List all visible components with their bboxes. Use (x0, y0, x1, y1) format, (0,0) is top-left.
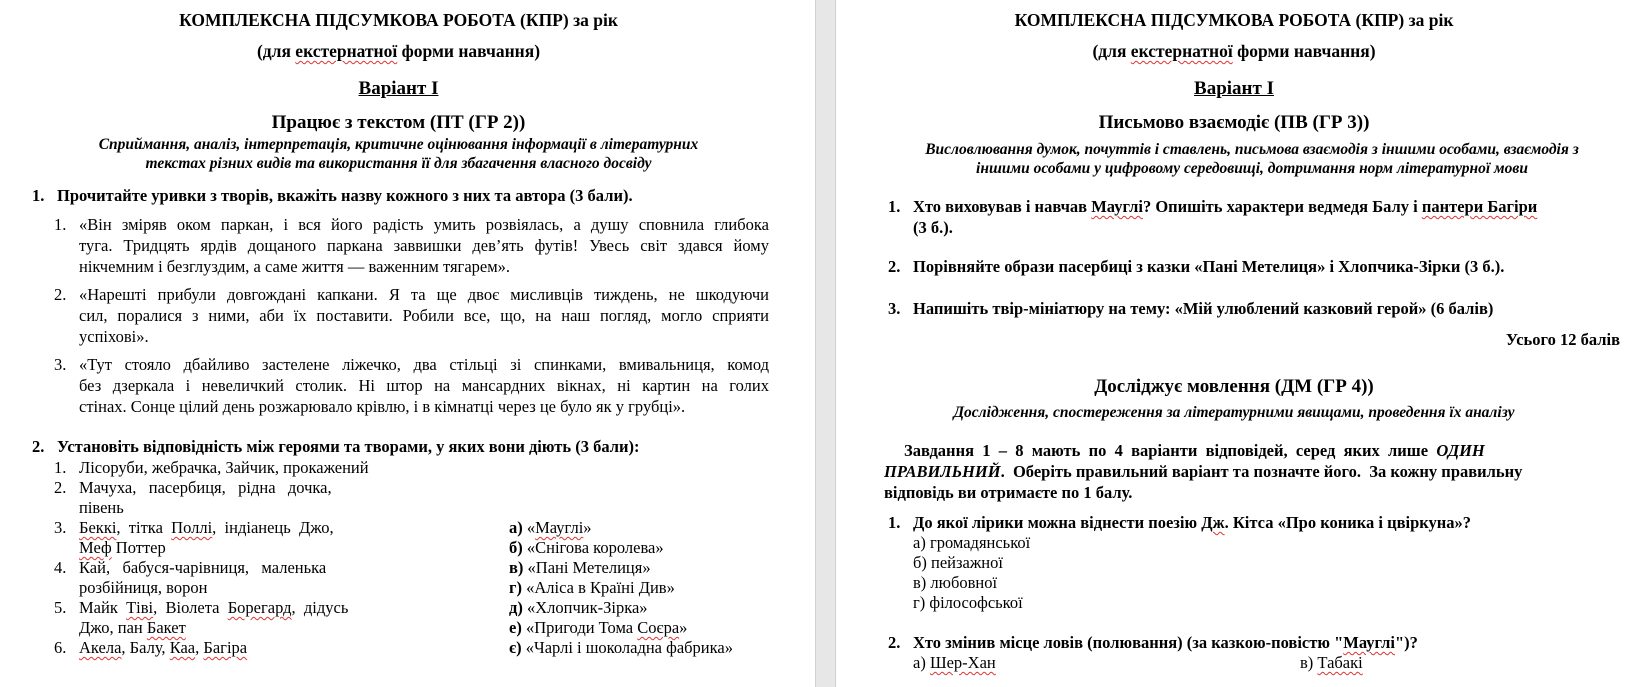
task-3-number: 3. (888, 299, 901, 318)
question-1-text: Прочитайте уривки з творів, вкажіть назву кожного з них та автора (3 бали). (57, 186, 633, 205)
task-1-points: (3 б.). (913, 218, 953, 237)
question-1-number: 1. (32, 186, 45, 205)
mc-1-text: До якої лірики можна віднести поезію Дж. Кітса «Про коника і цвіркуна»? (913, 513, 1472, 532)
mc-1-option-b[interactable]: б) пейзажної (913, 553, 1003, 572)
task-1-number: 1. (888, 197, 901, 216)
mc-2-option-c[interactable]: в) Табакі (1300, 653, 1363, 672)
right-section2-title: Досліджує мовлення (ДМ (ГР 4)) (1094, 376, 1374, 397)
task-3-text: Напишіть твір-мініатюру на тему: «Мій улюблений казковий герой» (6 балів) (913, 299, 1494, 318)
left-page: КОМПЛЕКСНА ПІДСУМКОВА РОБОТА (КПР) за рік (для екстернатної форми навчання) Варіант І Працює з текстом (ПТ (ГР 2)) Сприймання, аналіз, інтерпретація, критичне оцінювання інформації в літературних текстах різних видів та використання її для збагачення власного досвіду 1. Прочитайте уривки з творів, вкажіть назву кожного з них та автора (3 бали). 1. «Він зміряв оком паркан, і вся його радість умить розвіялась, а душу сповнила глибока туга. Тридцять ярдів дощаного паркана заввишки дев’ять футів! Увесь світ здався йому нікчемним і безглуздим, а саме життя — важенним тягарем». 2. «Нарешті прибули довгождані капкани. Я та ще двоє мисливців тиждень, не шкодуючи сил, поралися з ними, аби їх поставити. Робили все, що, на наш погляд, могло сприяти успіхові». 3. «Тут стояло дбайливо застелене ліжечко, два стільці зі спинками, вмивальниця, комод без дзеркала і невеличкий столик. Ні штор на мансардних вікнах, ні картин на голих стінах. Сонце цілий день розжарювало крівлю, і в кімнатці через це було як у грубці». 2. Установіть відповідність між героями та творами, у яких вони діють (3 бали): 1. Лісоруби, жебрачка, Зайчик, прокажений 2. Мачуха, пасербиця, рідна дочка, півень 3. Беккі, тітка Поллі, індіанець Джо, Меф Поттер 4. Кай, бабуся-чарівниця, маленька розбійниця, ворон 5. Майк Тіві, Віолета Борегард, дідусь Джо, пан Бакет 6. Акела, Балу, Каа, Багіра а) «Мауглі» б) «Снігова королева» в) «Пані Метелиця» г) «Аліса в Країні Див» д) «Хлопчик-Зірка» е) «Пригоди Тома Соєра» є) «Чарлі і шоколадна фабрика» (0, 0, 815, 687)
left-variant: Варіант І (358, 78, 439, 99)
mc-2-text: Хто змінив місце ловів (полювання) (за казкою-повістю "Мауглі")? (913, 633, 1418, 652)
mc-1-option-a[interactable]: а) громадянської (913, 533, 1031, 552)
right-variant: Варіант І (1194, 78, 1274, 99)
question-2-number: 2. (32, 437, 45, 456)
work-item-ye: є) «Чарлі і шоколадна фабрика» (509, 638, 733, 657)
page-gutter (815, 0, 836, 687)
right-page-subtitle: (для екстернатної форми навчання) (1092, 41, 1376, 61)
question-2-text: Установіть відповідність між героями та творами, у яких вони діють (3 бали): (57, 437, 640, 456)
left-section-title: Працює з текстом (ПТ (ГР 2)) (271, 112, 526, 133)
mc-1-option-c[interactable]: в) любовної (913, 573, 998, 592)
work-item-g: г) «Аліса в Країні Див» (509, 578, 675, 597)
task-1-text: Хто виховував і навчав Мауглі? Опишіть характери ведмедя Балу і пантери Багіри (913, 197, 1538, 216)
right-section-desc-2: іншими особами у цифровому середовищі, дотримання норм літературної мови (976, 160, 1528, 177)
left-page-title: КОМПЛЕКСНА ПІДСУМКОВА РОБОТА (КПР) за рік (179, 10, 618, 30)
left-page-subtitle: (для екстернатної форми навчання) (256, 41, 541, 61)
right-page (836, 0, 1628, 687)
right-page-title: КОМПЛЕКСНА ПІДСУМКОВА РОБОТА (КПР) за рік (1014, 10, 1454, 30)
work-item-e: е) «Пригоди Тома Соєра» (509, 618, 688, 637)
right-section-title: Письмово взаємодіє (ПВ (ГР 3)) (1098, 112, 1370, 133)
work-item-v: в) «Пані Метелиця» (509, 558, 651, 577)
work-item-a: а) «Мауглі» (509, 518, 592, 537)
left-section-desc-2: текстах різних видів та використання її для збагачення власного досвіду (145, 155, 652, 172)
mc-1-number: 1. (888, 513, 901, 532)
left-section-desc-1: Сприймання, аналіз, інтерпретація, критичне оцінювання інформації в літературних (98, 136, 699, 153)
instructions-line-1: Завдання 1 – 8 мають по 4 варіанти відповідей, серед яких лише ОДИН (904, 441, 1485, 460)
work-item-d: д) «Хлопчик-Зірка» (509, 598, 648, 617)
right-section2-desc: Дослідження, спостереження за літературними явищами, проведення їх аналізу (953, 404, 1515, 421)
mc-1-option-d[interactable]: г) філософської (913, 593, 1023, 612)
work-item-b: б) «Снігова королева» (509, 538, 664, 557)
right-section-desc-1: Висловлювання думок, почуттів і ставлень, письмова взаємодія з іншими особами, взаємодія з (925, 141, 1579, 158)
task-2-text: Порівняйте образи пасербиці з казки «Пані Метелиця» і Хлопчика-Зірки (3 б.). (913, 257, 1505, 276)
task-2-number: 2. (888, 257, 901, 276)
mc-2-option-a[interactable]: а) Шер-Хан (913, 653, 996, 672)
instructions-line-2: ПРАВИЛЬНИЙ. Оберіть правильний варіант та позначте його. За кожну правильну (884, 462, 1523, 481)
total-points: Усього 12 балів (1505, 330, 1620, 349)
mc-2-number: 2. (888, 633, 901, 652)
instructions-line-3: відповідь ви отримаєте по 1 балу. (884, 483, 1133, 502)
